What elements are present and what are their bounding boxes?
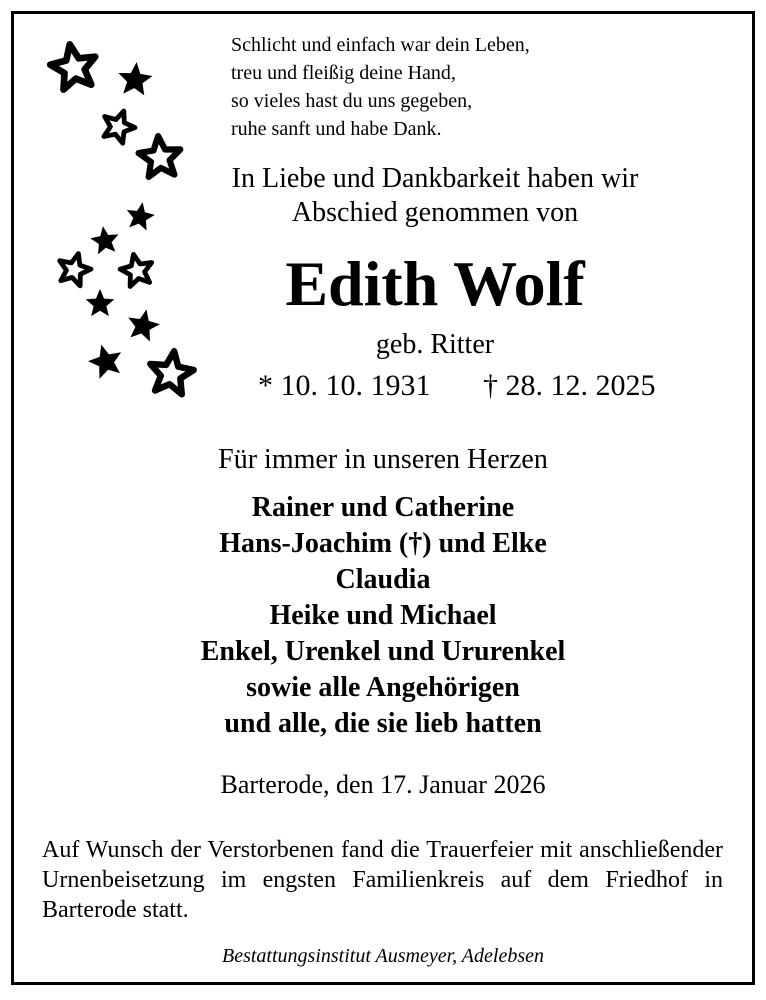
star-icon	[120, 254, 152, 286]
mourner-line: Enkel, Urenkel und Ururenkel	[200, 636, 566, 667]
intro-line: Abschied genommen von	[291, 197, 579, 228]
star-icon	[60, 254, 91, 286]
mourner-line: Rainer und Catherine	[251, 492, 515, 523]
star-icon	[104, 111, 135, 143]
mourner-line: Hans-Joachim (†) und Elke	[219, 528, 547, 559]
funeral-note: Auf Wunsch der Verstorbenen fand die Trauerfeier mit anschließender Urnenbeisetzung im engsten Familienkreis auf dem Friedhof in Barterode statt.	[42, 837, 723, 923]
mourner-line: Claudia	[335, 564, 431, 595]
mourner-line: sowie alle Angehörigen	[246, 672, 520, 703]
place-date: Barterode, den 17. Januar 2026	[220, 770, 546, 799]
deceased-name: Edith Wolf	[285, 248, 585, 319]
star-icon	[86, 289, 115, 316]
mourner-line: Heike und Michael	[269, 600, 497, 631]
star-icon	[128, 309, 160, 341]
maiden-name: geb. Ritter	[375, 329, 495, 360]
forever-line: Für immer in unseren Herzen	[218, 444, 548, 475]
star-icon	[127, 202, 155, 230]
mourner-line: und alle, die sie lieb hatten	[224, 708, 542, 739]
star-icon	[88, 345, 121, 379]
undertaker-credit: Bestattungsinstitut Ausmeyer, Adelebsen	[221, 945, 544, 967]
star-icon	[118, 62, 152, 95]
poem-line: ruhe sanft und habe Dank.	[231, 118, 442, 140]
poem-line: Schlicht und einfach war dein Leben,	[231, 34, 530, 56]
star-icon	[90, 226, 118, 254]
death-date: † 28. 12. 2025	[483, 369, 656, 402]
poem-line: so vieles hast du uns gegeben,	[231, 90, 473, 112]
star-icon	[50, 44, 95, 89]
intro-line: In Liebe und Dankbarkeit haben wir	[231, 163, 639, 194]
poem	[231, 31, 530, 143]
birth-date: * 10. 10. 1931	[258, 369, 431, 402]
mourners-list	[0, 490, 766, 742]
intro-text	[170, 162, 700, 230]
poem-line: treu und fleißig deine Hand,	[231, 62, 456, 84]
